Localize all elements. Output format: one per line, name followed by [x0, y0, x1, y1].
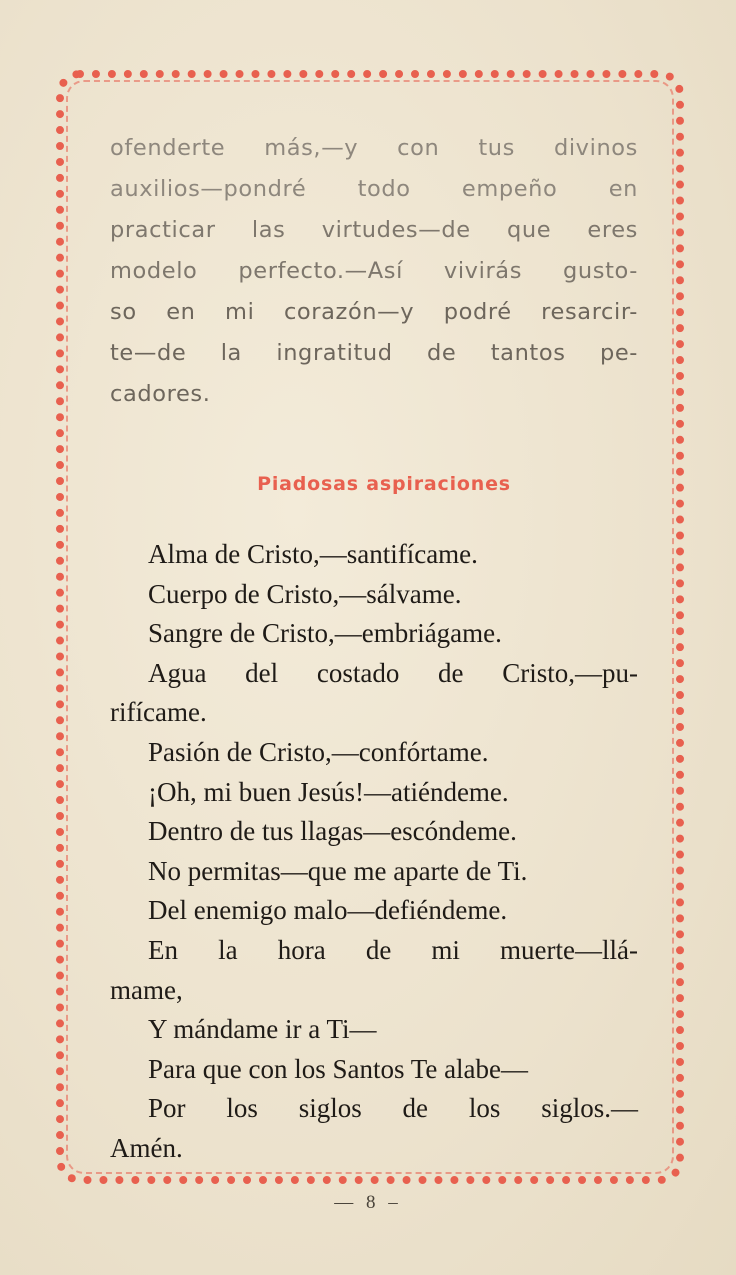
prayer-line: No permitas—que me aparte de Ti.	[148, 855, 528, 886]
prose-line: practicar las virtudes—de que eres	[110, 217, 638, 243]
prayer-line: Por los siglos de los siglos.—	[148, 1093, 638, 1124]
prayer-line: Cuerpo de Cristo,—sálvame.	[148, 578, 462, 609]
prose-line: modelo perfecto.—Así vivirás gusto-	[110, 258, 638, 284]
section-heading: Piadosas aspiraciones	[257, 473, 511, 495]
prayer-line: Sangre de Cristo,—embriágame.	[148, 618, 502, 649]
prayer-line: Para que con los Santos Te alabe—	[148, 1053, 529, 1084]
page-content	[110, 128, 638, 1169]
prayer-line: ¡Oh, mi buen Jesús!—atiéndeme.	[148, 776, 509, 807]
prose-line: te—de la ingratitud de tantos pe-	[110, 340, 638, 366]
page-number: — 8 –	[334, 1192, 402, 1213]
prayer-line: Dentro de tus llagas—escóndeme.	[148, 816, 517, 847]
prayer-line: Del enemigo malo—defiéndeme.	[148, 895, 508, 926]
prayer-text	[110, 535, 638, 1169]
prose-line: cadores.	[110, 381, 211, 407]
prose-paragraph	[110, 128, 638, 415]
prayer-line: Y mándame ir a Ti—	[148, 1014, 377, 1045]
prayer-line: Pasión de Cristo,—confórtame.	[148, 736, 489, 767]
prose-line: ofenderte más,—y con tus divinos	[110, 135, 638, 161]
prose-line: so en mi corazón—y podré resarcir-	[110, 299, 638, 325]
prayer-line: En la hora de mi muerte—llá-	[148, 934, 638, 965]
prayer-line: Alma de Cristo,—santifícame.	[148, 539, 478, 569]
prayer-line: Amén.	[110, 1132, 183, 1163]
prose-line: auxilios—pondré todo empeño en	[110, 176, 638, 202]
prayer-line: rifícame.	[110, 697, 207, 728]
prayer-line: mame,	[110, 974, 183, 1005]
prayer-line: Agua del costado de Cristo,—pu-	[148, 657, 638, 688]
